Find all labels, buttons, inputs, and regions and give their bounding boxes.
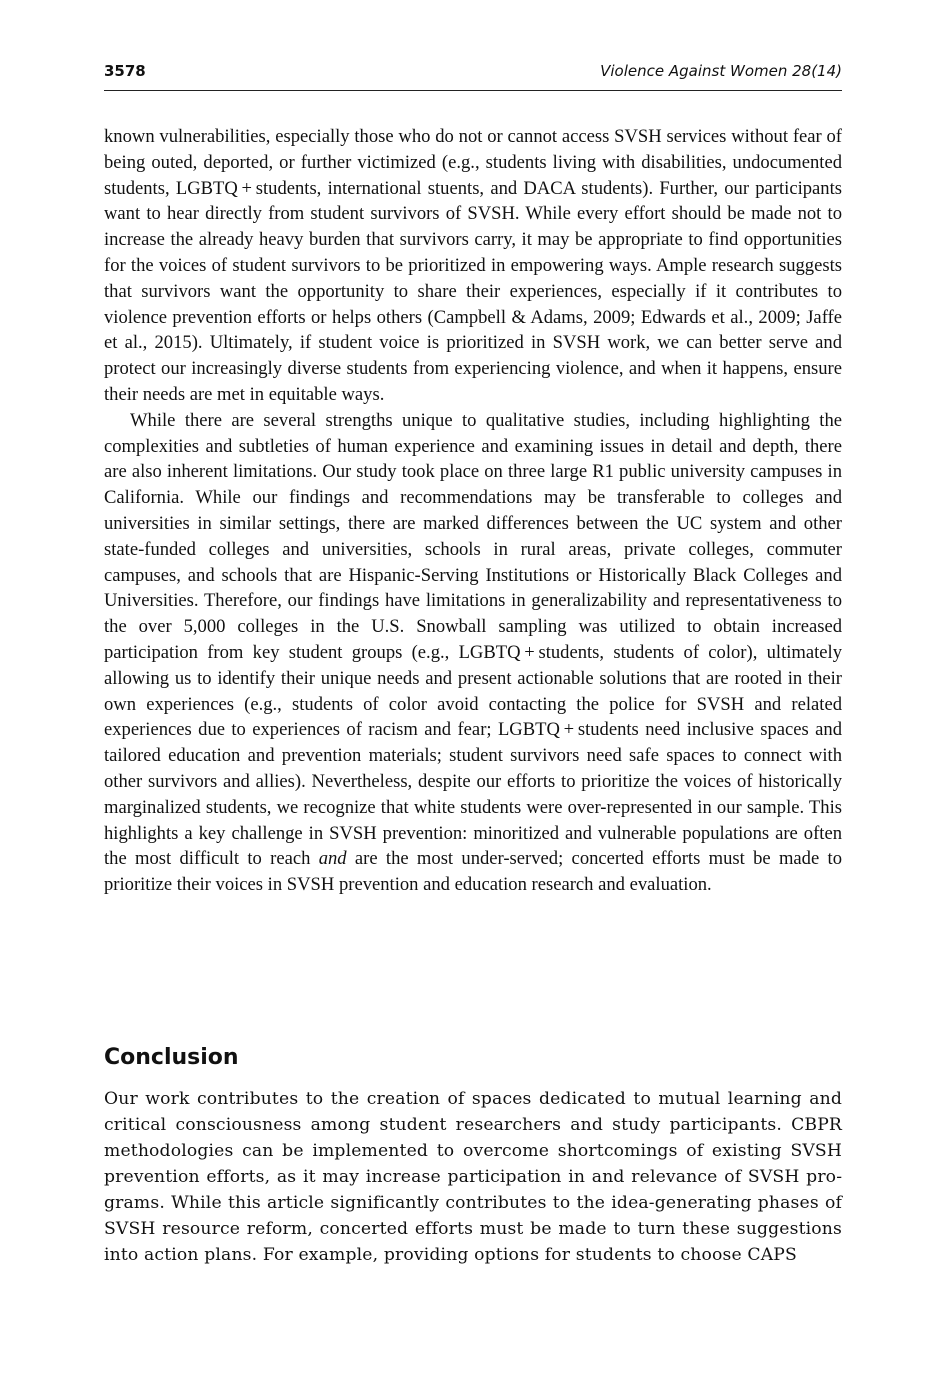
paragraph-limitations [104,408,842,898]
paragraph-vulnerabilities: known vulnerabilities, especially those who do not or cannot access SVSH services without fear of being outed, deported, or further victimized (e.g., students living with disabilities, undocumented students, LGBTQ + students, international stuents, and DACA students). Further, our participants want to hear directly from student survivors of SVSH. While every effort should be made not to increase the already heavy burden that survivors carry, it may be appropriate to find opportunities for the voices of student survivors to be prioritized in empowering ways. Ample research suggests that survivors want the opportunity to share their experiences, especially if it contributes to violence prevention efforts or helps others (Campbell & Adams, 2009; Edwards et al., 2009; Jaffe et al., 2015). Ultimately, if student voice is prioritized in SVSH work, we can better serve and protect our increasingly diverse students from experiencing violence, and when it happens, ensure their needs are met in equitable ways. [104,126,842,405]
limitations-text-end: are the most under-served; concerted efforts must be made to prioritize their voices in SVSH prevention and education research and evaluation. [104,848,842,896]
emphasis-and: and [318,848,347,870]
conclusion-body [104,1086,842,1268]
paragraph-conclusion: Our work contributes to the creation of spaces dedicated to mutual learning and critical consciousness among student researchers and study participants. CBPR methodologies can be implemented to overcome shortcomings of existing SVSH prevention efforts, as it may increase participation in and relevance of SVSH programs. While this article significantly contributes to the idea-generating phases of SVSH resource reform, concerted efforts must be made to turn these suggestions into action plans. For example, providing options for students to choose CAPS [104,1089,842,1265]
body-text [104,124,842,898]
limitations-text: While there are several strengths unique to qualitative studies, including highlighting the complexities and subtleties of human experience and examining issues in detail and depth, there are also inherent limitations. Our study took place on three large R1 public university campuses in California. While our findings and recommendations may be transferable to colleges and universities in similar settings, there are marked differences between the UC system and other state-funded colleges and universities, schools in rural areas, private colleges, commuter campuses, and schools that are Hispanic-Serving Institutions or Historically Black Colleges and Universities. Therefore, our findings have limitations in generalizability and representativeness to the over 5,000 colleges in the U.S. Snowball sampling was utilized to obtain increased participation from key student groups (e.g., LGBTQ + students, students of color), ultimately allowing us to identify their unique needs and present actionable solutions that are rooted in their own experiences (e.g., students of color avoid contacting the police for SVSH and related experiences due to experiences of racism and fear; LGBTQ + students need inclusive spaces and tailored education and prevention materials; student survivors need safe spaces to connect with other survivors and allies). Nevertheless, despite our efforts to prioritize the voices of historically marginalized students, we recognize that white students were over-represented in our sample. This highlights a key challenge in SVSH prevention: minoritized and vulnerable populations are often the most difficult to reach [104,409,842,870]
running-head [104,60,842,91]
section-heading-conclusion: Conclusion [104,1045,239,1070]
journal-title: Violence Against Women 28(14) [600,62,842,80]
page-number: 3578 [104,62,146,80]
